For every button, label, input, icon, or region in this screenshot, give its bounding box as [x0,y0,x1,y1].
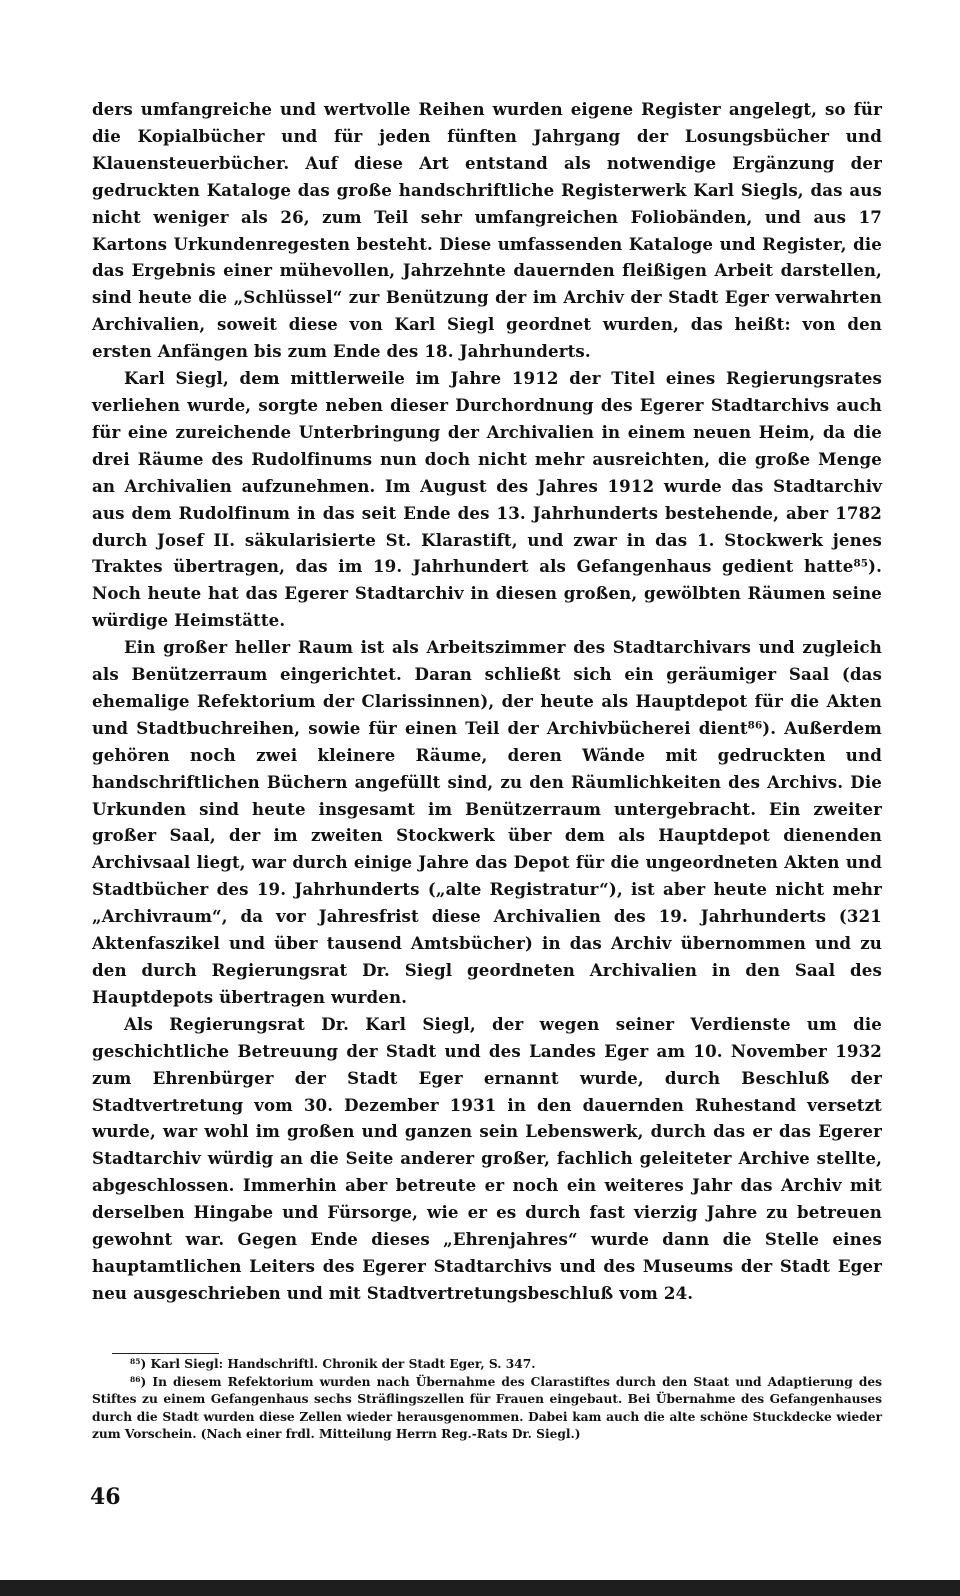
page-number: 46 [90,1484,121,1510]
footnote-86 [92,1374,882,1444]
paragraph-3 [92,634,882,1011]
paragraph-4: Als Regierungsrat Dr. Karl Siegl, der wegen seiner Verdienste um die geschichtliche Betreuung der Stadt und des Landes Eger am 10. November 1932 zum Ehrenbürger der Stadt Eger ernannt wurde, durch Beschluß der Stadtvertretung vom 30. Dezember 1931 in den dauernden Ruhestand versetzt wurde, war wohl im großen und ganzen sein Lebenswerk, durch das er das Egerer Stadtarchiv würdig an die Seite anderer großer, fachlich geleiteter Archive stellte, abgeschlossen. Immerhin aber betreute er noch ein weiteres Jahr das Archiv mit derselben Hingabe und Fürsorge, wie er es durch fast vierzig Jahre zu betreuen gewohnt war. Gegen Ende dieses „Ehrenjahres“ wurde dann die Stelle eines hauptamtlichen Leiters des Egerer Stadtarchivs und des Museums der Stadt Eger neu ausgeschrieben und mit Stadtvertretungsbeschluß vom 24. [92,1013,882,1303]
paragraph-2-text-a: Karl Siegl, dem mittlerweile im Jahre 1912 der Titel eines Regierungsrates verliehen wurde, sorgte neben dieser Durchordnung des Egerer Stadtarchivs auch für eine zureichende Unterbringung der Archivalien in einem neuen Heim, da die drei Räume des Rudolfinums nun doch nicht mehr ausreichten, die große Menge an Archivalien aufzunehmen. Im August des Jahres 1912 wurde das Stadtarchiv aus dem Rudolfinum in das seit Ende des 13. Jahrhunderts bestehende, aber 1782 durch Josef II. säkularisierte St. Klarastift, und zwar in das 1. Stockwerk jenes Traktes übertragen, das im 19. Jahrhundert als Gefangenhaus gedient hatte [92,368,882,577]
paragraph-2 [92,365,882,634]
footnote-separator [112,1353,219,1354]
footnote-85-text: ) Karl Siegl: Handschriftl. Chronik der Stadt Eger, S. 347. [140,1357,536,1371]
footnote-ref-85: 85 [853,557,869,570]
footnote-ref-86: 86 [747,719,763,732]
paragraph-3-text-a: Ein großer heller Raum ist als Arbeitszimmer des Stadtarchivars und zugleich als Benützerraum eingerichtet. Daran schließt sich ein geräumiger Saal (das ehemalige Refektorium der Clarissinnen), der heute als Hauptdepot für die Akten und Stadtbuchreihen, sowie für einen Teil der Archivbücherei dient [92,637,882,738]
body-text [92,96,882,1307]
footnote-85-mark: 85 [130,1356,141,1366]
footnote-85 [92,1356,882,1374]
scan-edge [0,1580,960,1596]
footnote-86-text: ) In diesem Refektorium wurden nach Übernahme des Clarastiftes durch den Staat und Adaptierung des Stiftes zu einem Gefangenhaus sechs Sträflingszellen für Frauen eingebaut. Bei Übernahme des Gefangenhauses durch die Stadt wurden diese Zellen wieder herausgenommen. Dabei kam auch die alte schöne Stuckdecke wieder zum Vorschein. (Nach einer frdl. Mitteilung Herrn Reg.-Rats Dr. Siegl.) [92,1374,882,1442]
paragraph-2-text-b: ). Noch heute hat das Egerer Stadtarchiv in diesen großen, gewölbten Räumen seine würdige Heimstätte. [92,556,882,631]
footnotes [92,1356,882,1444]
paragraph-1: ders umfangreiche und wertvolle Reihen wurden eigene Register angelegt, so für die Kopialbücher und für jeden fünften Jahrgang der Losungsbücher und Klauensteuerbücher. Auf diese Art entstand als notwendige Ergänzung der gedruckten Kataloge das große handschriftliche Registerwerk Karl Siegls, das aus nicht weniger als 26, zum Teil sehr umfangreichen Foliobänden, und aus 17 Kartons Urkundenregesten besteht. Diese umfassenden Kataloge und Register, die das Ergebnis einer mühevollen, Jahrzehnte dauernden fleißigen Arbeit darstellen, sind heute die „Schlüssel“ zur Benützung der im Archiv der Stadt Eger verwahrten Archivalien, soweit diese von Karl Siegl geordnet wurden, das heißt: von den ersten Anfängen bis zum Ende des 18. Jahrhunderts. [92,99,882,362]
paragraph-3-text-b: ). Außerdem gehören noch zwei kleinere Räume, deren Wände mit gedruckten und handschriftlichen Büchern angefüllt sind, zu den Räumlichkeiten des Archivs. Die Urkunden sind heute insgesamt im Benützerraum untergebracht. Ein zweiter großer Saal, der im zweiten Stockwerk über dem als Hauptdepot dienenden Archivsaal liegt, war durch einige Jahre das Depot für die ungeordneten Akten und Stadtbücher des 19. Jahrhunderts („alte Registratur“), ist aber heute nicht mehr „Archivraum“, da vor Jahresfrist diese Archivalien des 19. Jahrhunderts (321 Aktenfaszikel und über tausend Amtsbücher) in das Archiv übernommen und zu den durch Regierungsrat Dr. Siegl geordneten Archivalien in den Saal des Hauptdepots übertragen wurden. [92,717,882,1007]
footnote-86-mark: 86 [130,1374,141,1384]
